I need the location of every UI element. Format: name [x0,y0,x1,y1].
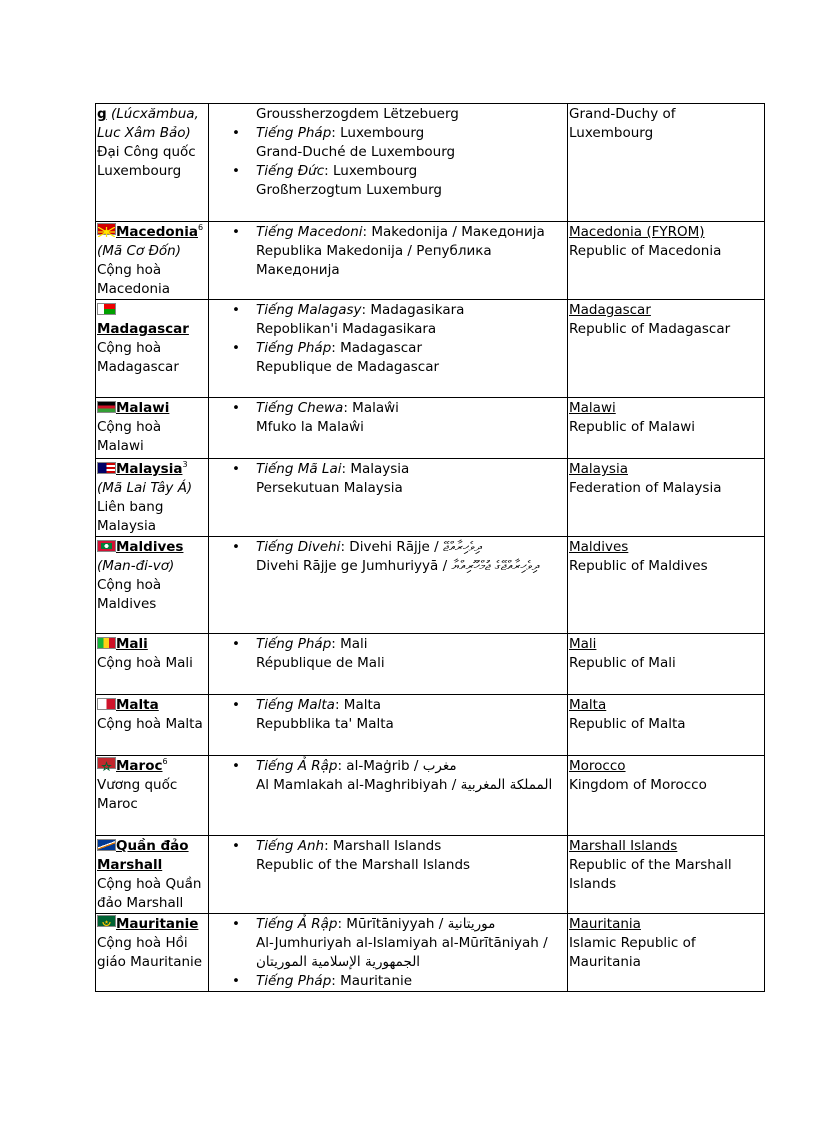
list-item: Republique de Madagascar [256,359,440,375]
ma-flag-icon [97,757,116,769]
english-short-link[interactable]: Marshall Islands [569,838,678,854]
country-link[interactable]: Mali [116,636,148,652]
country-cell [96,104,209,222]
native-names-cell [209,634,568,695]
table-row [96,300,765,398]
country-link[interactable]: Maldives [116,539,184,555]
table-row [96,459,765,537]
english-name-cell [568,222,765,300]
english-official-name: Republic of Macedonia [569,243,722,259]
native-names-cell [209,836,568,914]
country-official-name: Liên bang Malaysia [97,499,164,534]
mw-flag-icon [97,401,116,413]
country-cell [96,634,209,695]
english-name-cell [568,300,765,398]
native-names-cell [209,398,568,459]
english-short-link[interactable]: Maldives [569,539,629,555]
country-cell [96,537,209,634]
mg-flag-icon [97,303,116,315]
country-link[interactable]: Madagascar [97,321,189,337]
list-item: • Tiếng Malagasy: Madagasikara [232,302,465,318]
country-link[interactable]: Quần đảo Marshall [97,838,189,873]
country-alt-name: (Lúcxămbua, Luc Xâm Bảo) [97,106,199,141]
mk-flag-icon [97,223,116,235]
list-item: Persekutuan Malaysia [256,480,403,496]
list-item: Al Mamlakah al-Maghribiyah / المملكة المغربية [256,777,553,793]
country-official-name: Cộng hoà Malta [97,716,203,732]
english-name-cell [568,836,765,914]
country-official-name: Cộng hoà Quần đảo Marshall [97,876,202,911]
list-item: • Tiếng Đức: Luxembourg [232,163,418,179]
country-link[interactable]: Macedonia [116,224,198,240]
list-item: Repoblikan'i Madagasikara [256,321,437,337]
list-item: Divehi Rājje ge Jumhuriyyā / ދިވެހިރާއްޖޭގެ ޖުމްހޫރިއްޔާ [256,558,540,574]
list-item: • Tiếng Pháp: Luxembourg [232,125,425,141]
country-official-name: Cộng hoà Hồi giáo Mauritanie [97,935,203,970]
english-short-link[interactable]: Malaysia [569,461,628,477]
english-name-cell [568,634,765,695]
native-names-cell [209,300,568,398]
english-official-name: Grand-Duchy of Luxembourg [569,106,676,141]
english-short-link[interactable]: Madagascar [569,302,651,318]
country-official-name: Cộng hoà Maldives [97,577,162,612]
country-names-table [95,103,765,992]
english-name-cell [568,537,765,634]
ml-flag-icon [97,637,116,649]
country-official-name: Cộng hoà Madagascar [97,340,179,375]
country-cell [96,398,209,459]
english-official-name: Republic of Madagascar [569,321,731,337]
english-official-name: Republic of Malawi [569,419,696,435]
native-names-cell [209,537,568,634]
list-item: • Tiếng Macedoni: Makedonija / Македонија [232,224,545,240]
country-cell: Malaysia$^3$ (Mã Lai Tây Á) Liên bang Malaysia [96,459,209,537]
country-alt-name: (Man-đi-vơ) [97,558,175,574]
english-short-link[interactable]: Malawi [569,400,616,416]
english-short-link[interactable]: Morocco [569,758,626,774]
table-row [96,104,765,222]
english-official-name: Federation of Malaysia [569,480,722,496]
country-link[interactable]: Malawi [116,400,170,416]
table-row [96,398,765,459]
country-cell [96,300,209,398]
native-names-cell [209,695,568,756]
list-item: • Tiếng Ả Rập: Mūrītāniyyah / موريتانية [232,916,496,932]
english-short-link[interactable]: Mali [569,636,597,652]
list-item: • Tiếng Anh: Marshall Islands [232,838,442,854]
country-official-name: Vương quốc Maroc [97,777,178,812]
mr-flag-icon [97,915,116,927]
english-name-cell [568,914,765,992]
list-item: Republic of the Marshall Islands [256,857,471,873]
country-link[interactable]: Mauritanie [116,916,199,932]
list-item: Groussherzogdem Lëtzebuerg [256,106,459,122]
english-name-cell [568,459,765,537]
list-item: • Tiếng Pháp: Mauritanie [232,973,413,989]
english-name-cell [568,756,765,836]
english-name-cell [568,398,765,459]
english-official-name: Kingdom of Morocco [569,777,707,793]
english-short-link[interactable]: Macedonia (FYROM) [569,224,705,240]
list-item: • Tiếng Mã Lai: Malaysia [232,461,410,477]
my-flag-icon [97,462,116,474]
english-official-name: Republic of Mali [569,655,676,671]
english-official-name: Islamic Republic of Mauritania [569,935,696,970]
english-official-name: Republic of Malta [569,716,686,732]
country-cell [96,695,209,756]
native-names-cell [209,459,568,537]
list-item: Großherzogtum Luxemburg [256,182,442,198]
table-row [96,756,765,836]
country-alt-name: (Mã Lai Tây Á) [97,480,193,496]
list-item: Mfuko la Malaŵi [256,419,364,435]
list-item: • Tiếng Chewa: Malaŵi [232,400,399,416]
list-item: Al-Jumhuriyah al-Islamiyah al-Mūrītāniyah / الجمهورية الإسلامية الموريتان [256,935,548,970]
table-row [96,537,765,634]
country-official-name: Cộng hoà Macedonia [97,262,171,297]
table-row [96,836,765,914]
native-names-cell [209,104,568,222]
english-short-link[interactable]: Mauritania [569,916,641,932]
native-names-cell [209,914,568,992]
list-item: • Tiếng Pháp: Mali [232,636,368,652]
english-official-name: Republic of Maldives [569,558,708,574]
country-link[interactable]: Malta [116,697,159,713]
country-cell: Macedonia$^6$ (Mã Cơ Đốn) Cộng hoà Macedonia [96,222,209,300]
list-item: Republika Makedonija / Република Македонија [256,243,492,278]
list-item: • Tiếng Ả Rập: al-Maġrib / مغرب [232,758,457,774]
country-link[interactable]: g [97,106,107,122]
country-official-name: Cộng hoà Mali [97,655,193,671]
native-names-cell [209,756,568,836]
country-link[interactable]: Malaysia [116,461,183,477]
table-row [96,222,765,300]
mv-flag-icon [97,540,116,552]
country-official-name: Đại Công quốc Luxembourg [97,144,196,179]
native-names-cell [209,222,568,300]
list-item: • Tiếng Divehi: Divehi Rājje / ދިވެހިރާއްޖޭ [232,539,482,555]
list-item: • Tiếng Pháp: Madagascar [232,340,422,356]
table-row [96,634,765,695]
list-item: Grand-Duché de Luxembourg [256,144,456,160]
country-cell [96,836,209,914]
table-row [96,914,765,992]
english-name-cell [568,695,765,756]
list-item: • Tiếng Malta: Malta [232,697,382,713]
table-row [96,695,765,756]
mt-flag-icon [97,698,116,710]
english-name-cell [568,104,765,222]
list-item: Repubblika ta' Malta [256,716,394,732]
country-cell: Maroc$^6$ Vương quốc Maroc [96,756,209,836]
english-short-link[interactable]: Malta [569,697,607,713]
country-alt-name: (Mã Cơ Đốn) [97,243,181,259]
country-link[interactable]: Maroc [116,758,163,774]
list-item: République de Mali [256,655,385,671]
mh-flag-icon [97,839,116,851]
english-official-name: Republic of the Marshall Islands [569,857,732,892]
country-cell [96,914,209,992]
country-official-name: Cộng hoà Malawi [97,419,162,454]
